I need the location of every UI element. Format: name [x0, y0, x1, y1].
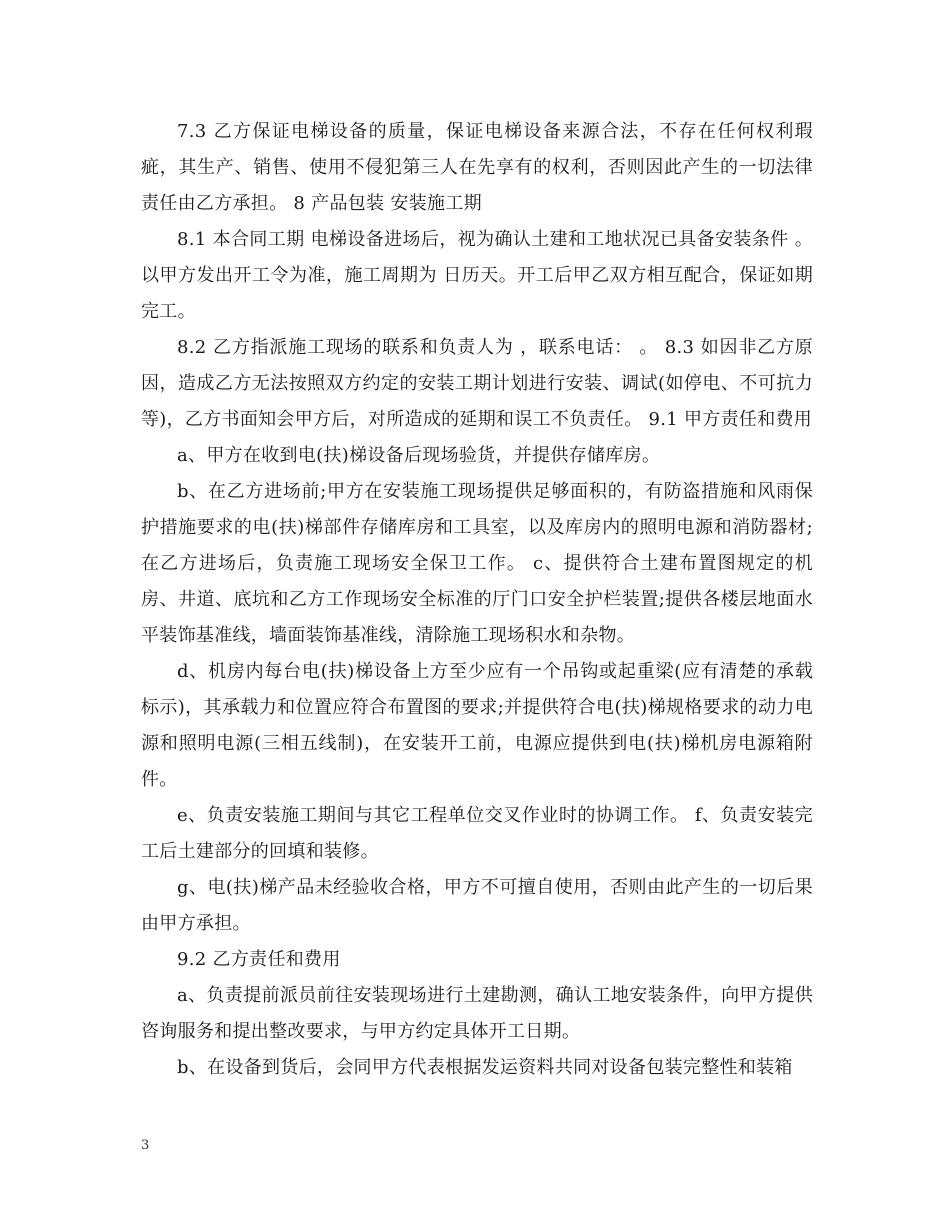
paragraph-8-2: 8.2 乙方指派施工现场的联系和负责人为 ，联系电话： 。 8.3 如因非乙方原因，造成乙方无法按照双方约定的安装工期计划进行安装、调试(如停电、不可抗力等)，乙方书面知会甲方后，对所造成的延期和误工不负责任。 9.1 甲方责任和费用 [141, 337, 813, 430]
paragraph-7-3: 7.3 乙方保证电梯设备的质量，保证电梯设备来源合法，不存在任何权利瑕疵，其生产、销售、使用不侵犯第三人在先享有的权利，否则因此产生的一切法律责任由乙方承担。 8 产品包装 安装施工期 [141, 121, 813, 214]
paragraph-9-1-g: g、电(扶)梯产品未经验收合格，甲方不可擅自使用，否则由此产生的一切后果由甲方承担。 [141, 877, 813, 934]
paragraph-9-1-d: d、机房内每台电(扶)梯设备上方至少应有一个吊钩或起重梁(应有清楚的承载标示)，其承载力和位置应符合布置图的要求;并提供符合电(扶)梯规格要求的动力电源和照明电源(三相五线制)，在安装开工前，电源应提供到电(扶)梯机房电源箱附件。 [141, 661, 813, 790]
paragraph-9-1-e: e、负责安装施工期间与其它工程单位交叉作业时的协调工作。 f、负责安装完工后土建部分的回填和装修。 [141, 805, 813, 862]
paragraph-9-2-b: b、在设备到货后，会同甲方代表根据发运资料共同对设备包装完整性和装箱 [177, 1057, 793, 1078]
section-heading-9-2: 9.2 乙方责任和费用 [177, 949, 341, 970]
document-body [141, 114, 813, 1086]
paragraph-9-1-a: a、甲方在收到电(扶)梯设备后现场验货，并提供存储库房。 [177, 445, 661, 466]
paragraph-9-2-a: a、负责提前派员前往安装现场进行土建勘测，确认工地安装条件，向甲方提供咨询服务和提出整改要求，与甲方约定具体开工日期。 [141, 985, 813, 1042]
page-number: 3 [141, 1138, 150, 1153]
paragraph-8-1: 8.1 本合同工期 电梯设备进场后，视为确认土建和工地状况已具备安装条件 。以甲方发出开工令为准，施工周期为 日历天。开工后甲乙双方相互配合，保证如期完工。 [141, 229, 813, 322]
paragraph-9-1-b: b、在乙方进场前;甲方在安装施工现场提供足够面积的，有防盗措施和风雨保护措施要求的电(扶)梯部件存储库房和工具室，以及库房内的照明电源和消防器材;在乙方进场后，负责施工现场安全保卫工作。 c、提供符合土建布置图规定的机房、井道、底坑和乙方工作现场安全标准的厅门口安全护栏装置;提供各楼层地面水平装饰基准线，墙面装饰基准线，清除施工现场积水和杂物。 [141, 481, 813, 646]
